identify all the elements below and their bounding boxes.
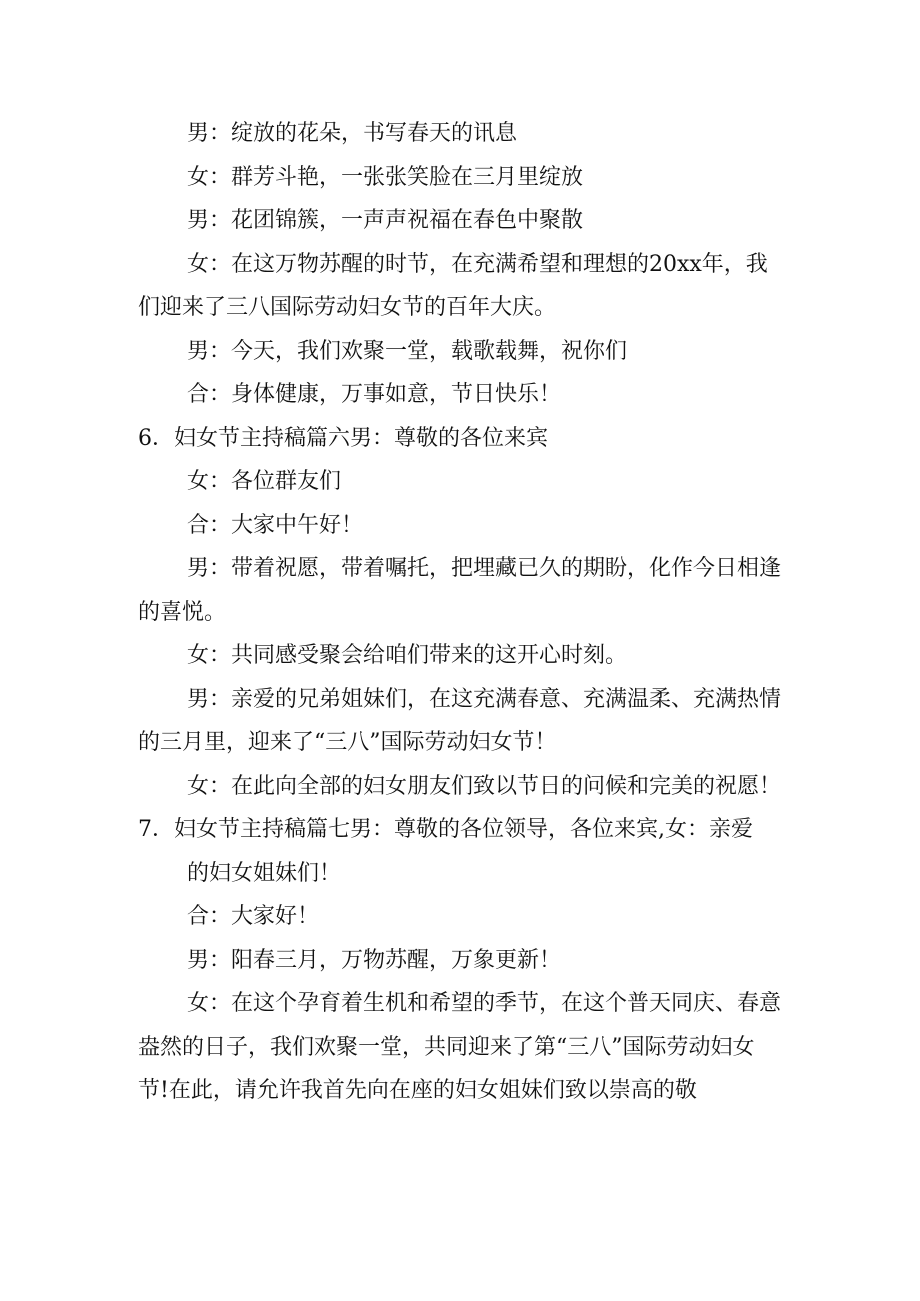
dialogue-line: 女：在此向全部的妇女朋友们致以节日的问候和完美的祝愿！ — [187, 773, 782, 799]
dialogue-line: 合：身体健康，万事如意，节日快乐！ — [187, 382, 562, 407]
dialogue-line: 男：亲爱的兄弟姐妹们，在这充满春意、充满温柔、充满热情的三月里，迎来了“三八”国际劳动妇女节！ — [138, 686, 782, 755]
dialogue-line: 女：在这万物苏醒的时节，在充满希望和理想的20xx年，我们迎来了三八国际劳动妇女节的百年大庆。 — [138, 251, 768, 320]
dialogue-line: 男：今天，我们欢聚一堂，载歌载舞，祝你们 — [187, 338, 628, 364]
dialogue-line: 女：群芳斗艳，一张张笑脸在三月里绽放 — [187, 164, 584, 190]
document-body — [138, 112, 784, 1113]
dialogue-line: 合：大家中午好！ — [187, 512, 364, 538]
dialogue-line: 女：共同感受聚会给咱们带来的这开心时刻。 — [187, 643, 628, 668]
dialogue-line: 男：阳春三月，万物苏醒，万象更新！ — [187, 947, 562, 973]
section-heading: 7．妇女节主持稿篇七男：尊敬的各位领导，各位来宾,女：亲爱 — [138, 817, 753, 842]
dialogue-line: 男：绽放的花朵，书写春天的讯息 — [187, 121, 518, 146]
section-heading: 6．妇女节主持稿篇六男：尊敬的各位来宾 — [138, 425, 548, 451]
dialogue-line: 女：在这个孕育着生机和希望的季节，在这个普天同庆、春意盎然的日子，我们欢聚一堂，共同迎来了第“三八”国际劳动妇女节!在此，请允许我首先向在座的妇女姐妹们致以崇高的敬 — [138, 991, 782, 1103]
dialogue-line: 男：带着祝愿，带着嘱托，把埋藏已久的期盼，化作今日相逢的喜悦。 — [138, 556, 782, 625]
section-heading-continuation: 的妇女姐妹们！ — [187, 860, 342, 886]
dialogue-line: 合：大家好！ — [187, 904, 320, 929]
dialogue-line: 女：各位群友们 — [187, 469, 342, 494]
dialogue-line: 男：花团锦簇，一声声祝福在春色中聚散 — [187, 208, 584, 233]
